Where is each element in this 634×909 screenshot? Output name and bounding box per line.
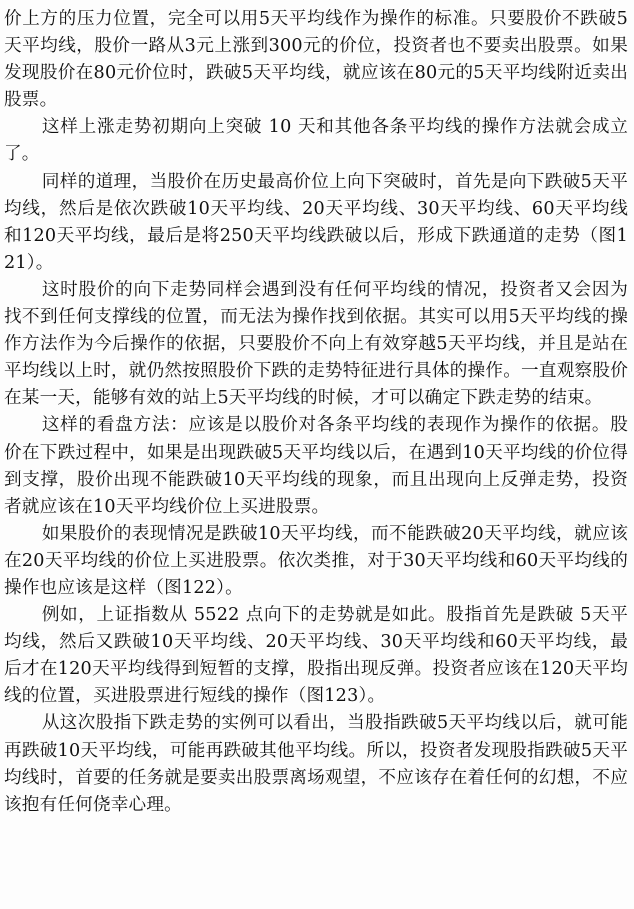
paragraph-1: 价上方的压力位置，完全可以用5天平均线作为操作的标准。只要股价不跌破5天平均线，股价一路从3元上涨到300元的价位，投资者也不要卖出股票。如果发现股价在80元价位时，跌破5天平均线，就应该在80元的5天平均线附近卖出股票。 xyxy=(4,9,628,111)
paragraph-2: 这样上涨走势初期向上突破 10 天和其他各条平均线的操作方法就会成立了。 xyxy=(4,117,628,165)
paragraph-5: 这样的看盘方法：应该是以股价对各条平均线的表现作为操作的依据。股价在下跌过程中，如果是出现跌破5天平均线以后，在遇到10天平均线的价位得到支撑，股价出现不能跌破10天平均线的现象，而且出现向上反弹走势，投资者就应该在10天平均线价位上买进股票。 xyxy=(4,415,628,517)
paragraph-8: 从这次股指下跌走势的实例可以看出，当股指跌破5天平均线以后，就可能再跌破10天平均线，可能再跌破其他平均线。所以，投资者发现股指跌破5天平均线时，首要的任务就是要卖出股票离场观望，不应该存在着任何的幻想，不应该抱有任何侥幸心理。 xyxy=(4,713,628,815)
paragraph-4: 这时股价的向下走势同样会遇到没有任何平均线的情况，投资者又会因为找不到任何支撑线的位置，而无法为操作找到依据。其实可以用5天平均线的操作方法作为今后操作的依据，只要股价不向上有效穿越5天平均线，并且是站在平均线以上时，就仍然按照股价下跌的走势特征进行具体的操作。一直观察股价在某一天，能够有效的站上5天平均线的时候，才可以确定下跌走势的结束。 xyxy=(4,279,628,409)
paragraph-3: 同样的道理，当股价在历史最高价位上向下突破时，首先是向下跌破5天平均线，然后是依次跌破10天平均线、20天平均线、30天平均线、60天平均线和120天平均线，最后是将250天平均线跌破以后，形成下跌通道的走势（图121）。 xyxy=(4,171,628,273)
paragraph-6: 如果股价的表现情况是跌破10天平均线，而不能跌破20天平均线，就应该在20天平均线的价位上买进股票。依次类推，对于30天平均线和60天平均线的操作也应该是这样（图122）。 xyxy=(4,523,628,598)
paragraph-7: 例如，上证指数从 5522 点向下的走势就是如此。股指首先是跌破 5天平均线，然后又跌破10天平均线、20天平均线、30天平均线和60天平均线，最后才在120天平均线得到短暂的支撑，股指出现反弹。投资者应该在120天平均线的位置，买进股票进行短线的操作（图123）。 xyxy=(4,605,628,707)
